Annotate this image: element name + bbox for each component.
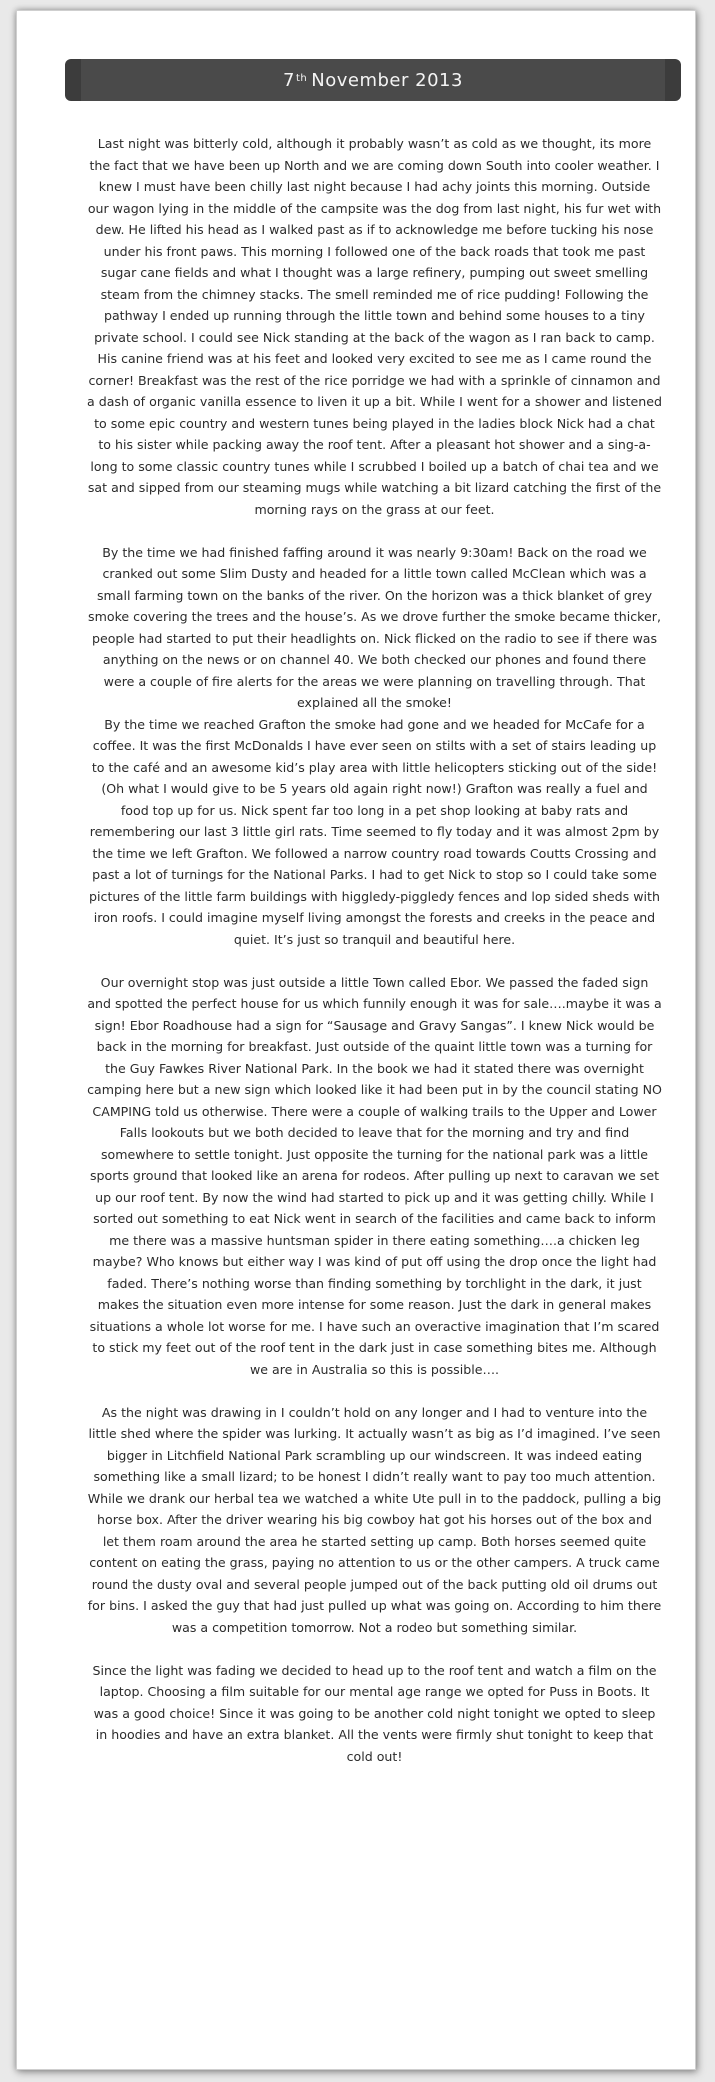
date-day: 7 <box>283 69 295 91</box>
date-day-suffix: th <box>296 72 308 84</box>
journal-page <box>16 10 696 2070</box>
date-banner <box>77 59 669 101</box>
paragraph: By the time we reached Grafton the smoke had gone and we headed for McCafe for a coffee. It was the first McDonalds I have ever seen on stilts with a set of stairs leading up to the café and an awesome kid’s play area with little helicopters sticking out of the side! (Oh what I would give to be 5 years old again right now!) Grafton was really a fuel and food top up for us. Nick spent far too long in a pet shop looking at baby rats and remembering our last 3 little girl rats. Time seemed to fly today and it was almost 2pm by the time we left Grafton. We followed a narrow country road towards Coutts Crossing and past a lot of turnings for the National Parks. I had to get Nick to stop so I could take some pictures of the little farm buildings with higgledy-piggledy fences and lop sided sheds with iron roofs. I could imagine myself living amongst the forests and creeks in the peace and quiet. It’s just so tranquil and beautiful here. <box>89 716 660 947</box>
paragraph: Last night was bitterly cold, although it probably wasn’t as cold as we thought, its more the fact that we have been up North and we are coming down South into cooler weather. I knew I must have been chilly last night because I had achy joints this morning. Outside our wagon lying in the middle of the campsite was the dog from last night, his fur wet with dew. He lifted his head as I walked past as if to acknowledge me before tucking his nose under his front paws. This morning I followed one of the back roads that took me past sugar cane fields and what I thought was a large refinery, pumping out sweet smelling steam from the chimney stacks. The smell reminded me of rice pudding! Following the pathway I ended up running through the little town and behind some houses to a tiny private school. I could see Nick standing at the back of the wagon as I ran back to camp. His canine friend was at his feet and looked very excited to see me as I came round the corner! Breakfast was the rest of the rice porridge we had with a sprinkle of cinnamon and a dash of organic vanilla essence to liven it up a bit. While I went for a shower and listened to some epic country and western tunes being played in the ladies block Nick had a chat to his sister while packing away the roof tent. After a pleasant hot shower and a sing-a-long to some classic country tunes while I scrubbed I boiled up a batch of chai tea and we sat and sipped from our steaming mugs while watching a bit lizard catching the first of the morning rays on the grass at our feet. <box>87 136 663 517</box>
date-heading <box>77 59 669 101</box>
paragraph: Since the light was fading we decided to head up to the roof tent and watch a film on the laptop. Choosing a film suitable for our mental age range we opted for Puss in Boots. It was a good choice! Since it was going to be another cold night tonight we opted to sleep in hoodies and have an extra blanket. All the vents were firmly shut tonight to keep that cold out! <box>92 1662 657 1764</box>
date-month-year: November 2013 <box>311 69 463 91</box>
paragraph: As the night was drawing in I couldn’t hold on any longer and I had to venture into the little shed where the spider was lurking. It actually wasn’t as big as I’d imagined. I’ve seen bigger in Litchfield National Park scrambling up our windscreen. It was indeed eating something like a small lizard; to be honest I didn’t really want to pay too much attention. While we drank our herbal tea we watched a white Ute pull in to the paddock, pulling a big horse box. After the driver wearing his big cowboy hat got his horses out of the box and let them roam around the area he started setting up camp. Both horses seemed quite content on eating the grass, paying no attention to us or the other campers. A truck came round the dusty oval and several people jumped out of the back putting old oil drums out for bins. I asked the guy that had just pulled up what was going on. According to him there was a competition tomorrow. Not a rodeo but something similar. <box>87 1404 662 1635</box>
journal-body <box>87 133 662 1789</box>
paragraph: Our overnight stop was just outside a little Town called Ebor. We passed the faded sign and spotted the perfect house for us which funnily enough it was for sale….maybe it was a sign! Ebor Roadhouse had a sign for “Sausage and Gravy Sangas”. I knew Nick would be back in the morning for breakfast. Just outside of the quaint little town was a turning for the Guy Fawkes River National Park. In the book we had it stated there was overnight camping here but a new sign which looked like it had been put in by the council stating NO CAMPING told us otherwise. There were a couple of walking trails to the Upper and Lower Falls lookouts but we both decided to leave that for the morning and try and find somewhere to settle tonight. Just opposite the turning for the national park was a little sports ground that looked like an arena for rodeos. After pulling up next to caravan we set up our roof tent. By now the wind had started to pick up and it was getting chilly. While I sorted out something to eat Nick went in search of the facilities and came back to inform me there was a massive huntsman spider in there eating something….a chicken leg maybe? Who knows but either way I was kind of put off using the drop once the light had faded. There’s nothing worse than finding something by torchlight in the dark, it just makes the situation even more intense for some reason. Just the dark in general makes situations a whole lot worse for me. I have such an overactive imagination that I’m scared to stick my feet out of the roof tent in the dark just in case something bites me. Although we are in Australia so this is possible…. <box>87 974 662 1377</box>
paragraph: By the time we had finished faffing around it was nearly 9:30am! Back on the road we cranked out some Slim Dusty and headed for a little town called McClean which was a small farming town on the banks of the river. On the horizon was a thick blanket of grey smoke covering the trees and the house’s. As we drove further the smoke became thicker, people had started to put their headlights on. Nick flicked on the radio to see if there was anything on the news or on channel 40. We both checked our phones and found there were a couple of fire alerts for the areas we were planning on travelling through. That explained all the smoke! <box>88 544 661 710</box>
